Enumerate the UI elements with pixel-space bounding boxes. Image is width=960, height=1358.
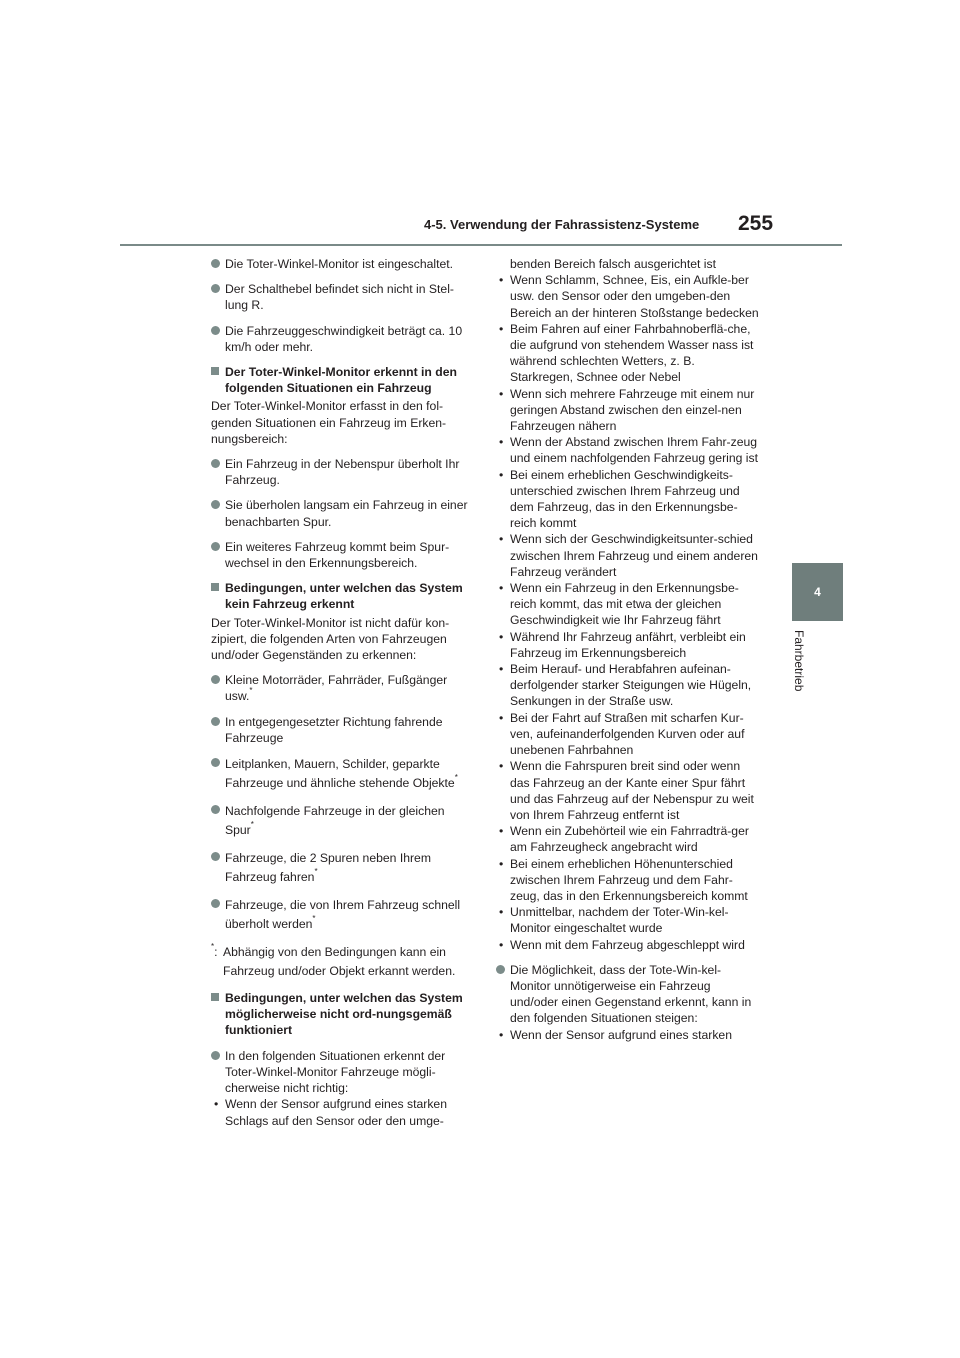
continuation-text: benden Bereich falsch ausgerichtet ist (510, 257, 716, 271)
dash-item: • Unmittelbar, nachdem der Toter-Win-kel-Monitor eingeschaltet wurde (496, 904, 760, 936)
bullet-text: Leitplanken, Mauern, Schilder, geparkte Fahrzeuge und ähnliche stehende Objekte (225, 757, 455, 791)
bullet-item (211, 672, 473, 704)
dash-item: • Wenn der Sensor aufgrund eines starken (496, 1027, 760, 1043)
footnote-text: Abhängig von den Bedingungen kann ein Fahrzeug und/oder Objekt erkannt werden. (223, 945, 456, 979)
bullet-item (211, 896, 473, 934)
bullet-item (211, 849, 473, 887)
dash-item: • Bei der Fahrt auf Straßen mit scharfen Kur-ven, aufeinanderfolgenden Kurven oder auf unebenen Fahrbahnen (496, 710, 760, 759)
paragraph: Der Toter-Winkel-Monitor ist nicht dafür kon-zipiert, die folgenden Arten von Fahrzeugen und/oder Gegenständen zu erkennen: (211, 615, 450, 663)
dash-item: • Wenn sich mehrere Fahrzeuge mit einem nur geringen Abstand zwischen den einzel-nen Fahrzeugen nähern (496, 386, 760, 435)
dash-item: • Beim Fahren auf einer Fahrbahnoberflä-che, die aufgrund von stehendem Wasser nass ist während schlechten Wetters, z. B. Starkregen, Schnee oder Nebel (496, 321, 760, 386)
header-rule (120, 244, 842, 246)
footnote-asterisk: * (312, 914, 316, 924)
subsection-heading: Bedingungen, unter welchen das System kein Fahrzeug erkennt (211, 580, 473, 612)
dash-item: • Wenn Schlamm, Schnee, Eis, ein Aufkle-ber usw. den Sensor oder den umgeben-den Bereich an der hinteren Stoßstange bedecken (496, 272, 760, 321)
dash-item: • Wenn sich der Geschwindigkeitsunter-schied zwischen Ihrem Fahrzeug und einem anderen Fahrzeug verändert (496, 531, 760, 580)
right-column (496, 256, 760, 1043)
dash-item: • Wenn ein Zubehörteil wie ein Fahrradträ-ger am Fahrzeugheck angebracht wird (496, 823, 760, 855)
bullet-text: Kleine Motorräder, Fahrräder, Fußgänger usw. (225, 673, 448, 704)
footnote-asterisk: * (454, 773, 458, 783)
subsection-heading: Der Toter-Winkel-Monitor erkennt in den folgenden Situationen ein Fahrzeug (211, 364, 473, 396)
bullet-item: In den folgenden Situationen erkennt der Toter-Winkel-Monitor Fahrzeuge mögli-cherweise nicht richtig: (211, 1048, 473, 1097)
bullet-item: Ein Fahrzeug in der Nebenspur überholt Ihr Fahrzeug. (211, 456, 473, 488)
paragraph: Der Toter-Winkel-Monitor erfasst in den fol-genden Situationen ein Fahrzeug im Erken-nungsbereich: (211, 399, 447, 446)
footnote-asterisk: * (211, 942, 215, 952)
bullet-item: Die Möglichkeit, dass der Tote-Win-kel-Monitor unnötigerweise ein Fahrzeug und/oder einen Gegenstand erkennt, kann in den folgenden Situationen steigen: (496, 962, 760, 1027)
dash-item: • Wenn ein Fahrzeug in den Erkennungsbe-reich kommt, das mit etwa der gleichen Geschwindigkeit wie Ihr Fahrzeug fährt (496, 580, 760, 629)
page-number: 255 (738, 212, 774, 235)
dash-item: • Beim Herauf- und Herabfahren aufeinan-derfolgender starker Steigungen wie Hügeln, Senkungen in der Straße usw. (496, 661, 760, 710)
footnote-colon: : (214, 945, 218, 960)
bullet-item: In entgegengesetzter Richtung fahrende Fahrzeuge (211, 714, 473, 746)
bullet-item (211, 755, 473, 793)
bullet-item: Der Schalthebel befindet sich nicht in Stel-lung R. (211, 281, 473, 313)
footnote-asterisk: * (314, 867, 318, 877)
section-title: 4-5. Verwendung der Fahrassistenz-Systeme (424, 217, 700, 232)
bullet-item: Ein weiteres Fahrzeug kommt beim Spur-wechsel in den Erkennungsbereich. (211, 539, 473, 571)
chapter-tab: 4 (792, 563, 843, 621)
footnote-asterisk: * (249, 686, 253, 696)
dash-item: • Während Ihr Fahrzeug anfährt, verbleibt ein Fahrzeug im Erkennungsbereich (496, 629, 760, 661)
bullet-text: Nachfolgende Fahrzeuge in der gleichen Spur (225, 804, 445, 838)
subsection-heading: Bedingungen, unter welchen das System möglicherweise nicht ord-nungsgemäß funktioniert (211, 990, 473, 1039)
dash-item: • Wenn der Abstand zwischen Ihrem Fahr-zeug und einem nachfolgenden Fahrzeug gering ist (496, 434, 760, 466)
bullet-item: Die Toter-Winkel-Monitor ist eingeschaltet. (211, 256, 473, 272)
bullet-item (211, 802, 473, 840)
footnote-mark (211, 943, 218, 962)
bullet-text: Fahrzeuge, die von Ihrem Fahrzeug schnell überholt werden (225, 898, 461, 932)
bullet-text: Fahrzeuge, die 2 Spuren neben Ihrem Fahrzeug fahren (225, 851, 431, 885)
dash-item: • Wenn die Fahrspuren breit sind oder wenn das Fahrzeug an der Kante einer Spur fährt und das Fahrzeug auf der Nebenspur zu weit von Ihrem Fahrzeug entfernt ist (496, 758, 760, 823)
dash-item: • Wenn der Sensor aufgrund eines starken Schlags auf den Sensor oder den umge- (211, 1096, 473, 1128)
bullet-item: Die Fahrzeuggeschwindigkeit beträgt ca. 10 km/h oder mehr. (211, 323, 473, 355)
dash-item: • Bei einem erheblichen Geschwindigkeits-unterschied zwischen Ihrem Fahrzeug und dem Fahrzeug, das in den Erkennungsbe-reich kommt (496, 467, 760, 532)
chapter-label: Fahrbetrieb (792, 630, 806, 692)
left-column (211, 256, 473, 1129)
dash-item: • Bei einem erheblichen Höhenunterschied zwischen Ihrem Fahrzeug und dem Fahr-zeug, das in den Erkennungsbereich kommt (496, 856, 760, 905)
footnote (211, 943, 473, 981)
bullet-item: Sie überholen langsam ein Fahrzeug in einer benachbarten Spur. (211, 497, 473, 529)
dash-item: • Wenn mit dem Fahrzeug abgeschleppt wird (496, 937, 760, 953)
footnote-asterisk: * (250, 820, 254, 830)
